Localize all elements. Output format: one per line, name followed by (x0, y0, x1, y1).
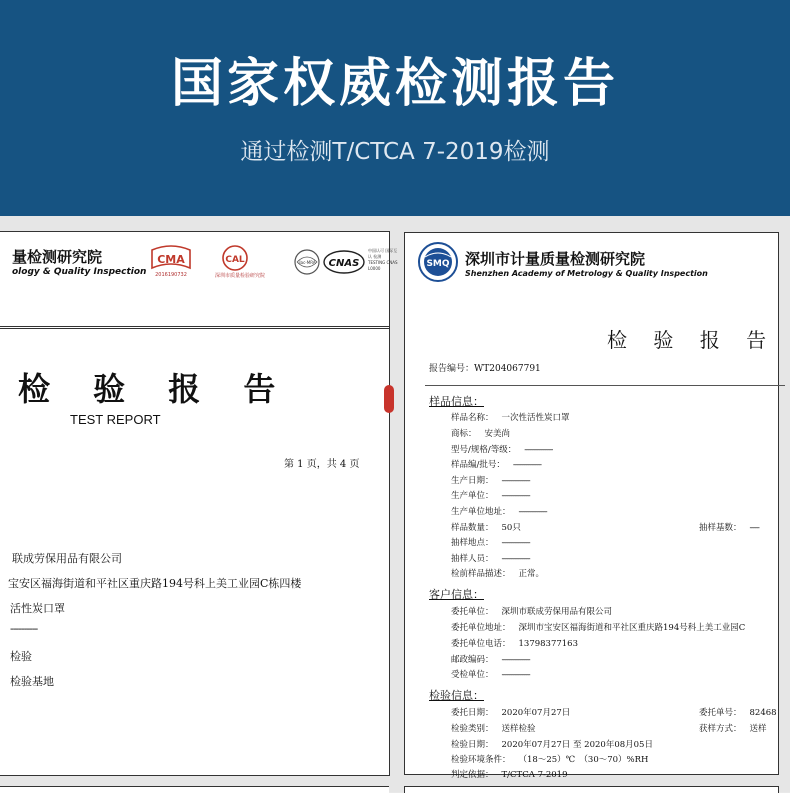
cnas-label: CNAS (328, 258, 360, 269)
sample-row: 样品编/批号： --------------- (451, 460, 541, 470)
inspection-row: 判定依据： T/CTCA 7-2019 (451, 770, 568, 780)
org-name-cn: 量检测研究院 (12, 248, 103, 266)
divider (425, 385, 785, 386)
inspection-method-row: 获样方式： 送样 (699, 724, 767, 734)
sample-row: 商标： 安美尚 (451, 429, 511, 439)
client-row: 受检单位： --------------- (451, 670, 530, 680)
cover-model: ---------- (10, 622, 38, 635)
client-info-heading: 客户信息： (429, 588, 484, 601)
inspection-row: 检验环境条件： （18～25）℃ （30～70）%RH (451, 755, 649, 765)
next-page-edge-left (0, 786, 389, 793)
report-title-en: TEST REPORT (70, 412, 161, 427)
cover-inspection-type: 检验 (10, 650, 32, 663)
client-row: 委托单位地址： 深圳市宝安区福海街道和平社区重庆路194号科上美工业园C (451, 623, 746, 633)
sample-info-heading: 样品信息： (429, 395, 484, 408)
sample-row: 抽样人员： --------------- (451, 554, 530, 564)
inspection-order-row: 委托单号： 82468 (699, 708, 777, 718)
banner-title: 国家权威检测报告 (170, 54, 619, 114)
page-indicator: 第 1 页，共 4 页 (284, 459, 360, 470)
cal-label: CAL (225, 255, 245, 265)
sample-row: 生产单位地址： --------------- (451, 507, 547, 517)
report-title: 检 验 报 告 (18, 370, 292, 408)
sample-row: 样品数量： 50只 (451, 523, 521, 533)
smq-label: SMQ (426, 259, 450, 269)
cover-header (0, 232, 398, 327)
report-number: 报告编号：WT204067791 (429, 364, 541, 374)
sample-row: 生产单位： --------------- (451, 491, 530, 501)
red-stamp-edge (384, 385, 394, 413)
sample-row: 抽样地点： --------------- (451, 538, 530, 548)
sample-base-row: 抽样基数： ----- (699, 523, 759, 533)
cma-label: CMA (157, 253, 185, 266)
inspection-row: 检验日期： 2020年07月27日 至 2020年08月05日 (451, 740, 653, 750)
inspection-row: 委托日期： 2020年07月27日 (451, 708, 571, 718)
client-row: 委托单位： 深圳市联成劳保用品有限公司 (451, 607, 613, 617)
ilac-label: ilac-MRA (298, 260, 316, 265)
ilac-cnas-mark (292, 247, 366, 277)
cover-inspection-base: 检验基地 (10, 675, 54, 688)
cma-mark (148, 246, 194, 278)
cover-client-address: 宝安区福海街道和平社区重庆路194号科上美工业园C栋四楼 (8, 577, 302, 590)
cma-code: 2016190732 (155, 272, 187, 278)
cover-client-name: 联成劳保用品有限公司 (12, 552, 122, 565)
sample-row: 样品名称： 一次性活性炭口罩 (451, 413, 570, 423)
inspection-info-heading: 检验信息： (429, 689, 484, 702)
sample-row: 检前样品描述： 正常。 (451, 569, 545, 579)
next-page-edge-right (404, 786, 779, 793)
inspection-row: 检验类别： 送样检验 (451, 724, 536, 734)
header-divider (0, 328, 389, 329)
cal-caption: 深圳市质量检验研究院 (215, 273, 266, 279)
sample-row: 型号/规格/等级： --------------- (451, 445, 553, 455)
report-detail-page (404, 232, 779, 780)
report-cover-page (0, 231, 398, 776)
client-row: 委托单位电话： 13798377163 (451, 639, 579, 649)
cover-sample-name: 活性炭口罩 (10, 602, 65, 615)
sample-row: 生产日期： --------------- (451, 476, 530, 486)
cnas-caption: 中国认可 国际互认 检测 TESTING CNAS L0000 (368, 248, 398, 271)
org-name-en: Shenzhen Academy of Metrology & Quality Inspection (465, 269, 708, 278)
header-banner (0, 0, 790, 216)
cal-mark (215, 244, 265, 279)
smq-logo (417, 241, 459, 287)
client-row: 邮政编码： --------------- (451, 655, 530, 665)
org-name-cn: 深圳市计量质量检测研究院 (465, 250, 646, 268)
org-name-en: ology & Quality Inspection (12, 267, 147, 277)
report-title: 检 验 报 告 (607, 328, 777, 352)
banner-subtitle: 通过检测T/CTCA 7-2019检测 (240, 139, 550, 165)
